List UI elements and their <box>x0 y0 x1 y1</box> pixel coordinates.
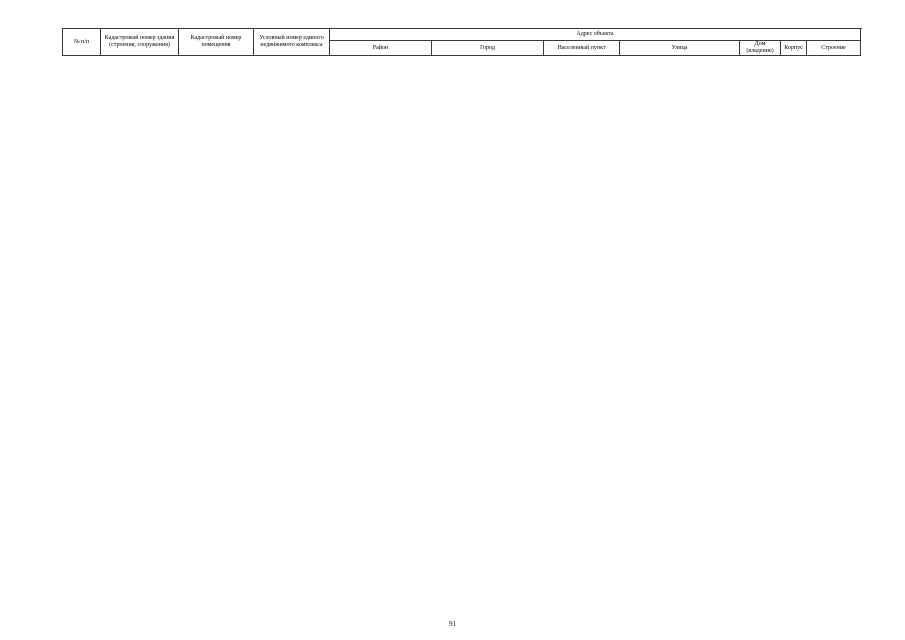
header-building: Корпус <box>781 41 807 56</box>
header-settlement: Населенный пункт <box>544 41 620 56</box>
header-city: Город <box>432 41 544 56</box>
header-number: № п/п <box>63 29 101 56</box>
header-conditional-number: Условный номер единого недвижимого комплекса <box>254 29 330 56</box>
header-address-group: Адрес объекта <box>330 29 861 41</box>
header-structure: Строение <box>807 41 861 56</box>
header-house: Дом (владение) <box>740 41 781 56</box>
registry-sheet <box>62 28 860 56</box>
header-street: Улица <box>620 41 740 56</box>
table-header <box>63 29 861 56</box>
property-registry-table <box>62 28 861 56</box>
page-number: 91 <box>449 620 456 628</box>
header-cadastral-building: Кадастровый номер здания (строения, сооружения) <box>101 29 179 56</box>
header-district: Район <box>330 41 432 56</box>
header-cadastral-room: Кадастровый номер помещения <box>179 29 254 56</box>
